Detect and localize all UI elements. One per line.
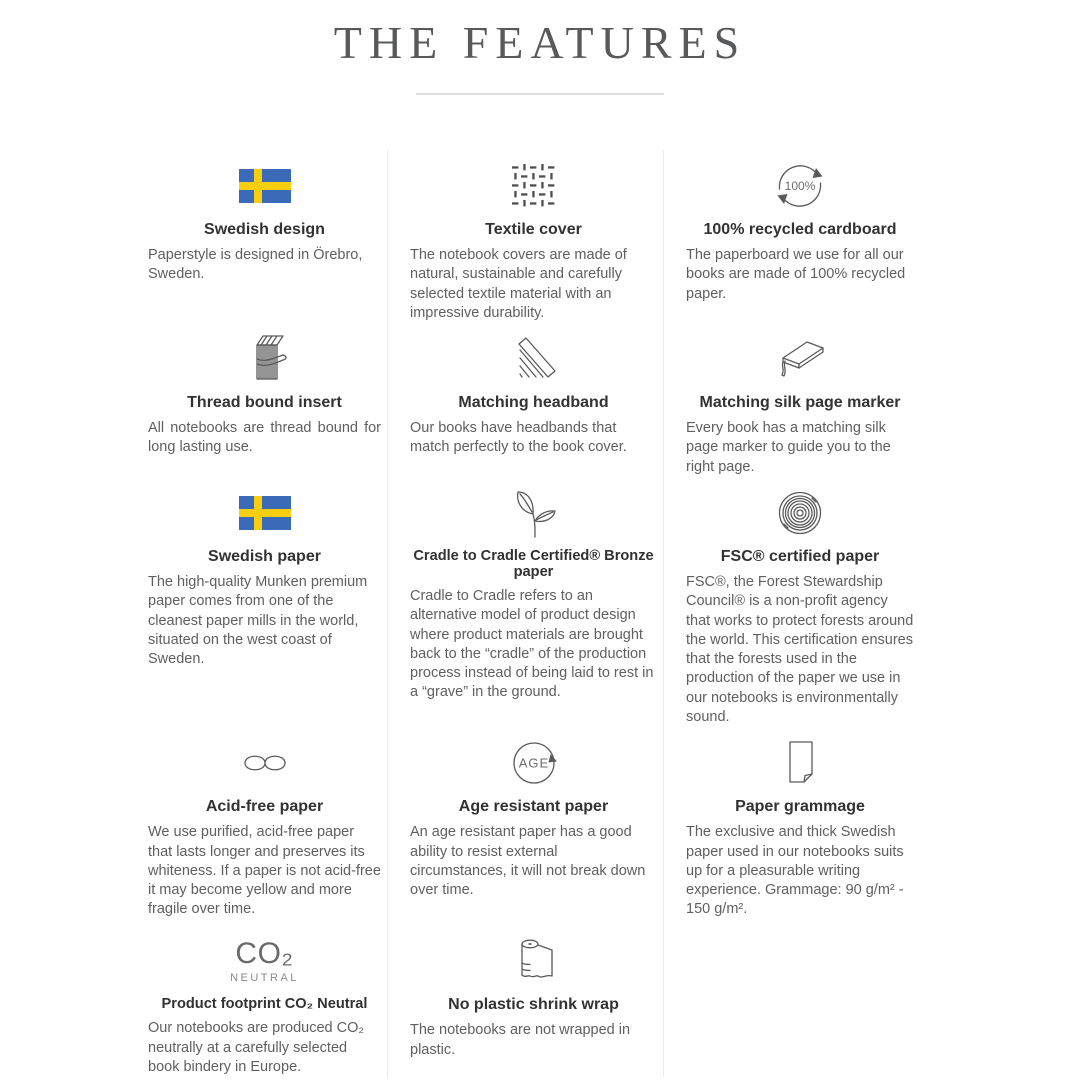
feature-card bbox=[148, 477, 387, 727]
feature-title: Matching headband bbox=[458, 394, 609, 412]
swedish-flag-icon bbox=[148, 160, 381, 212]
page-title: THE FEATURES bbox=[333, 17, 747, 68]
feature-card bbox=[663, 477, 920, 727]
feature-card bbox=[663, 150, 920, 323]
feature-description: Our books have headbands that match perfectly to the book cover. bbox=[410, 420, 627, 456]
feature-description: Cradle to Cradle refers to an alternative model of product design where product materials are brought back to the “cradle” of the production process instead of being laid to rest in a “grave” in the ground. bbox=[410, 587, 654, 701]
leaves-icon bbox=[410, 487, 657, 539]
feature-title: Acid-free paper bbox=[205, 798, 324, 816]
feature-title: Thread bound insert bbox=[187, 394, 342, 412]
features-grid bbox=[148, 150, 920, 1077]
feature-card bbox=[387, 925, 663, 1077]
feature-title: Swedish paper bbox=[208, 547, 321, 565]
feature-title: Cradle to Cradle Certified® Bronze paper bbox=[413, 547, 654, 580]
feature-description: All notebooks are thread bound for long lasting use. bbox=[148, 420, 381, 456]
feature-title: Product footprint CO₂ Neutral bbox=[161, 996, 368, 1013]
age-circle-icon bbox=[410, 737, 657, 789]
feature-title: 100% recycled cardboard bbox=[703, 221, 897, 238]
feature-description: The high-quality Munken premium paper comes from one of the cleanest paper mills in the world, situated on the west coast of Sweden. bbox=[148, 573, 368, 668]
feature-description: The notebook covers are made of natural, sustainable and carefully selected textile material with an impressive durability. bbox=[410, 247, 627, 321]
recycled-cycle-icon bbox=[686, 160, 914, 212]
feature-card bbox=[663, 323, 920, 477]
thread-bound-icon bbox=[148, 333, 381, 385]
feature-description: Our notebooks are produced CO₂ neutrally at a carefully selected book bindery in Europe. bbox=[148, 1020, 364, 1075]
paper-sheet-icon bbox=[686, 737, 914, 789]
feature-card bbox=[387, 323, 663, 477]
feature-title: No plastic shrink wrap bbox=[448, 996, 619, 1014]
feature-card bbox=[387, 150, 663, 323]
feature-title: FSC® certified paper bbox=[720, 547, 880, 565]
feature-card bbox=[148, 727, 387, 925]
feature-card bbox=[148, 323, 387, 477]
page-header bbox=[0, 0, 1080, 95]
feature-title: Matching silk page marker bbox=[699, 394, 901, 412]
feature-card-empty bbox=[663, 925, 920, 1077]
page-marker-book-icon bbox=[686, 333, 914, 385]
feature-title: Swedish design bbox=[204, 221, 325, 238]
feature-title: Textile cover bbox=[485, 221, 582, 238]
feature-card bbox=[148, 925, 387, 1077]
tree-rings-icon bbox=[686, 487, 914, 539]
feature-card bbox=[148, 150, 387, 323]
title-divider bbox=[416, 93, 664, 95]
feature-description: An age resistant paper has a good ability to resist external circumstances, it will not break down over time. bbox=[410, 824, 646, 899]
co2-neutral-icon: CO₂ NEUTRAL bbox=[230, 936, 299, 984]
feature-title: Age resistant paper bbox=[458, 798, 609, 816]
feature-description: The paperboard we use for all our books are made of 100% recycled paper. bbox=[686, 247, 906, 302]
feature-description: Paperstyle is designed in Örebro, Sweden. bbox=[148, 247, 363, 283]
infinity-icon bbox=[148, 737, 381, 789]
swedish-flag-icon bbox=[148, 487, 381, 539]
feature-description: The notebooks are not wrapped in plastic. bbox=[410, 1022, 631, 1058]
feature-description: Every book has a matching silk page marker to guide you to the right page. bbox=[686, 420, 891, 475]
feature-description: We use purified, acid-free paper that lasts longer and preserves its whiteness. If a paper is not acid-free it may become yellow and more fragile over time. bbox=[148, 824, 381, 918]
feature-card bbox=[387, 477, 663, 727]
feature-description: The exclusive and thick Swedish paper used in our notebooks suits up for a pleasurable writing experience. Grammage: 90 g/m² - 150 g/m². bbox=[686, 824, 904, 918]
svg-text:AGE: AGE bbox=[518, 755, 549, 771]
headband-icon bbox=[410, 333, 657, 385]
svg-text:100%: 100% bbox=[784, 179, 816, 193]
feature-card bbox=[663, 727, 920, 925]
feature-title: Paper grammage bbox=[735, 798, 865, 816]
feature-card bbox=[387, 727, 663, 925]
shrink-wrap-icon bbox=[410, 935, 657, 987]
feature-description: FSC®, the Forest Stewardship Council® is a non-profit agency that works to protect forests around the world. This certification ensures that the forests used in the production of the paper we use in our notebooks is environmentally sound. bbox=[686, 573, 914, 725]
textile-weave-icon bbox=[410, 160, 657, 212]
